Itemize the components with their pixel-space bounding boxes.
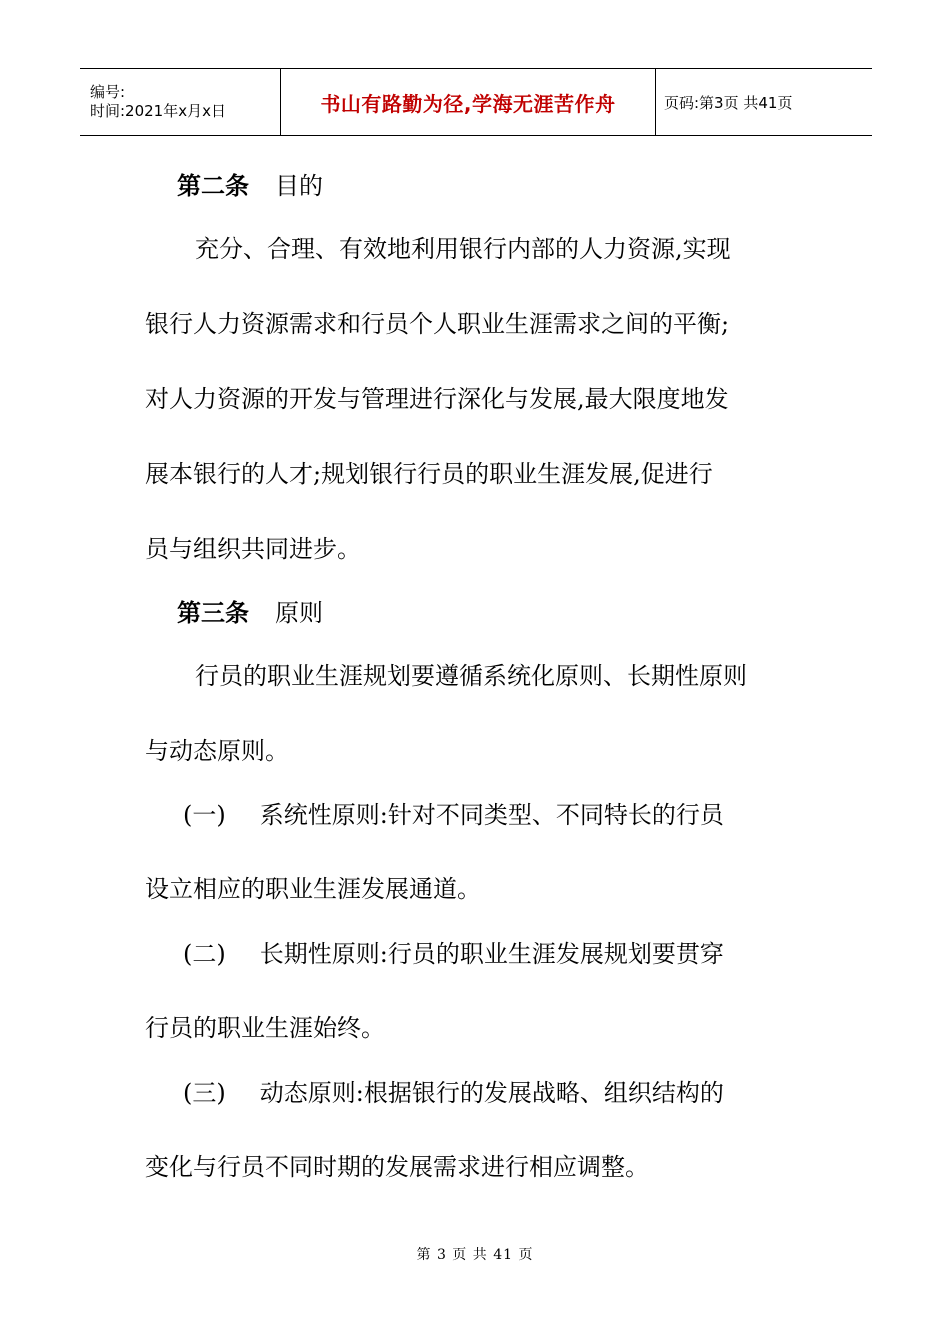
principle-text: 长期性原则:行员的职业生涯发展规划要贯穿	[259, 940, 724, 968]
article-2-title: 第二条	[177, 171, 249, 200]
article-3-title: 第三条	[177, 598, 249, 627]
article-2-paragraph-line: 展本银行的人才;规划银行行员的职业生涯发展,促进行	[145, 460, 713, 488]
page-footer: 第 3 页 共 41 页	[416, 1247, 534, 1263]
header-motto: 书山有路勤为径,学海无涯苦作舟	[320, 91, 616, 116]
article-2-heading	[145, 170, 842, 202]
page-header	[80, 68, 872, 136]
principle-1-second-line: 设立相应的职业生涯发展通道。	[145, 875, 481, 903]
article-2-paragraph-line: 充分、合理、有效地利用银行内部的人力资源,实现	[195, 235, 731, 263]
header-motto-cell	[281, 69, 656, 136]
principle-number: (一)	[183, 801, 226, 829]
principle-number: (二)	[183, 940, 226, 968]
article-2-subject: 目的	[275, 172, 323, 200]
principle-3-first-line	[145, 1077, 848, 1109]
principle-text: 系统性原则:针对不同类型、不同特长的行员	[259, 801, 724, 829]
article-3-paragraph-line: 行员的职业生涯规划要遵循系统化原则、长期性原则	[195, 662, 747, 690]
article-3-paragraph-line: 与动态原则。	[145, 737, 289, 765]
article-3-heading	[145, 597, 842, 629]
header-meta-cell	[80, 69, 281, 136]
header-page-cell	[656, 69, 873, 136]
principle-1-first-line	[145, 799, 848, 831]
document-date-label: 时间:2021年x月x日	[90, 102, 226, 120]
principle-3-second-line: 变化与行员不同时期的发展需求进行相应调整。	[145, 1153, 649, 1181]
article-2-paragraph-line: 对人力资源的开发与管理进行深化与发展,最大限度地发	[145, 385, 729, 413]
article-2-paragraph-line: 银行人力资源需求和行员个人职业生涯需求之间的平衡;	[145, 310, 730, 338]
principle-2-second-line: 行员的职业生涯始终。	[145, 1014, 385, 1042]
principle-number: (三)	[183, 1079, 226, 1107]
principle-2-first-line	[145, 938, 848, 970]
principle-text: 动态原则:根据银行的发展战略、组织结构的	[259, 1079, 724, 1107]
article-3-subject: 原则	[275, 599, 323, 627]
article-2-paragraph-line: 员与组织共同进步。	[145, 535, 361, 563]
document-number-label: 编号:	[90, 83, 126, 101]
header-page-number: 页码:第3页 共41页	[664, 93, 793, 112]
